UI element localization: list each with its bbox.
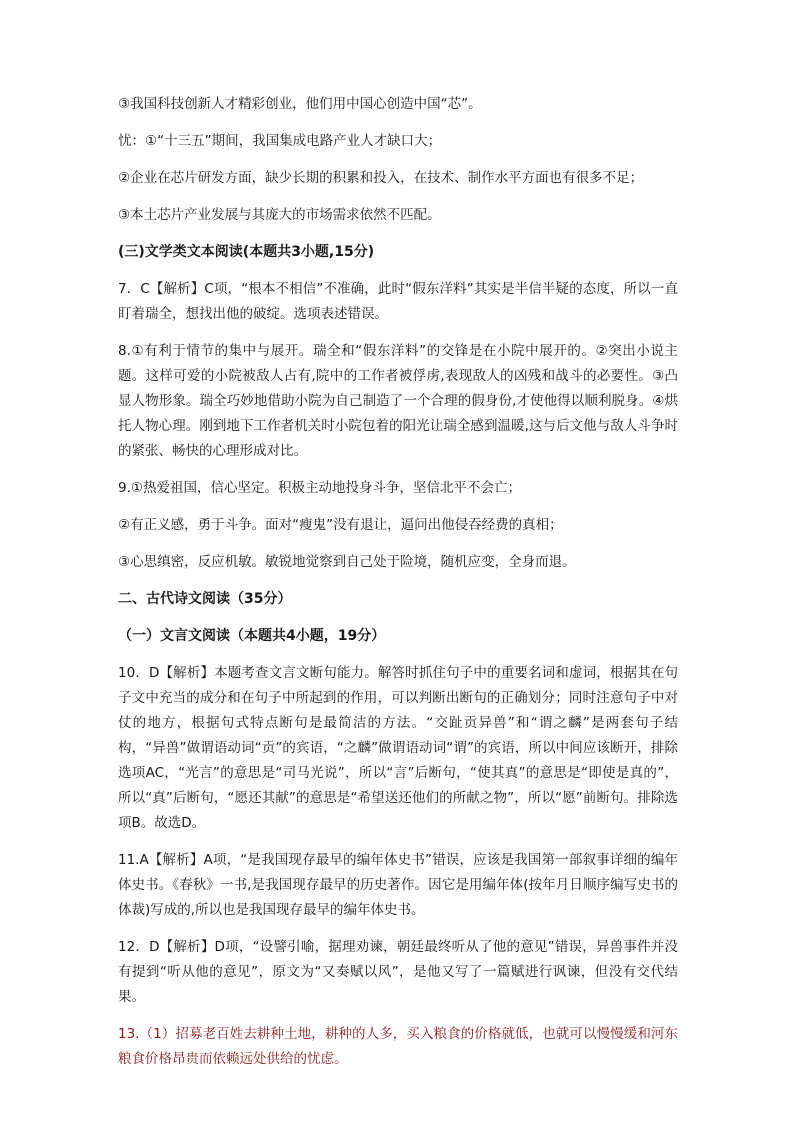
answer-10: 10．D【解析】本题考查文言文断句能力。解答时抓住句子中的重要名词和虚词，根据其在句子文中充当的成分和在句子中所起到的作用，可以判断出断句的正确划分；同时注意句子中对仗的地方，根据句式特点断句是最简洁的方法。“交趾贡异兽”和“谓之麟”是两套句子结构，“异兽”做谓语动词“贡”的宾语，“之麟”做谓语动词“谓”的宾语，所以中间应该断开，排除选项AC，“光言”的意思是“司马光说”，所以“言”后断句，“使其真”的意思是“即使是真的”，所以“真”后断句，“愿还其献”的意思是“希望送还他们的所献之物”，所以“愿”前断句。排除选项B。故选D。 xyxy=(118,665,678,831)
paragraph-worry-3: ③本土芯片产业发展与其庞大的市场需求依然不匹配。 xyxy=(118,207,441,223)
answer-12: 12．D【解析】D项，“设譬引喻，据理劝谏，朝廷最终听从了他的意见”错误，异兽事件并没有提到“听从他的意见”，原文为“又奏赋以风”，是他又写了一篇赋进行讽谏，但没有交代结果。 xyxy=(118,939,678,1005)
answer-9-point-1: 9.①热爱祖国，信心坚定。积极主动地投身斗争，坚信北平不会亡； xyxy=(118,480,521,496)
answer-13: 13.（1）招募老百姓去耕种土地，耕种的人多，买入粮食的价格就低，也就可以慢慢缓和河东粮食价格昂贵而依赖远处供给的忧虑。 xyxy=(118,1026,678,1067)
answer-8: 8.①有利于情节的集中与展开。瑞全和“假东洋料”的交锋是在小院中展开的。②突出小说主题。这样可爱的小院被敌人占有,院中的工作者被俘虏,表现敌人的凶残和战斗的必要性。③凸显人物形象。瑞全巧妙地借助小院为自己制造了一个合理的假身份,才使他得以顺利脱身。④烘托人物心理。刚到地下工作者机关时小院包着的阳光让瑞全感到温暖,这与后文他与敌人斗争时的紧张、畅快的心理形成对比。 xyxy=(118,343,678,459)
answer-11: 11.A【解析】A项，“是我国现存最早的编年体史书”错误，应该是我国第一部叙事详细的编年体史书。《春秋》一书,是我国现存最早的历史著作。因它是用编年体(按年月日顺序编写史书的体裁)写成的,所以也是我国现存最早的编年体史书。 xyxy=(118,852,678,918)
answer-7: 7．C【解析】C项，“根本不相信”不准确，此时“假东洋料”其实是半信半疑的态度，所以一直盯着瑞全，想找出他的破绽。选项表述错误。 xyxy=(118,281,678,322)
paragraph-worry-1: 忧：①“十三五”期间，我国集成电路产业人才缺口大； xyxy=(118,133,442,149)
paragraph-joy-3: ③我国科技创新人才精彩创业，他们用中国心创造中国“芯”。 xyxy=(118,96,482,112)
section-heading-classical: 二、古代诗文阅读（35分） xyxy=(118,591,292,607)
section-heading-literary: (三)文学类文本阅读(本题共3小题,15分) xyxy=(118,244,375,260)
answer-9-point-3: ③心思缜密，反应机敏。敏锐地觉察到自己处于险境，随机应变，全身而退。 xyxy=(118,554,576,570)
subsection-heading-classical-prose: （一）文言文阅读（本题共4小题，19分） xyxy=(118,628,386,644)
paragraph-worry-2: ②企业在芯片研发方面，缺少长期的积累和投入，在技术、制作水平方面也有很多不足； xyxy=(118,170,644,186)
answer-9-point-2: ②有正义感，勇于斗争。面对“瘦鬼”没有退让，逼问出他侵吞经费的真相； xyxy=(118,517,563,533)
document-page xyxy=(118,92,678,1084)
